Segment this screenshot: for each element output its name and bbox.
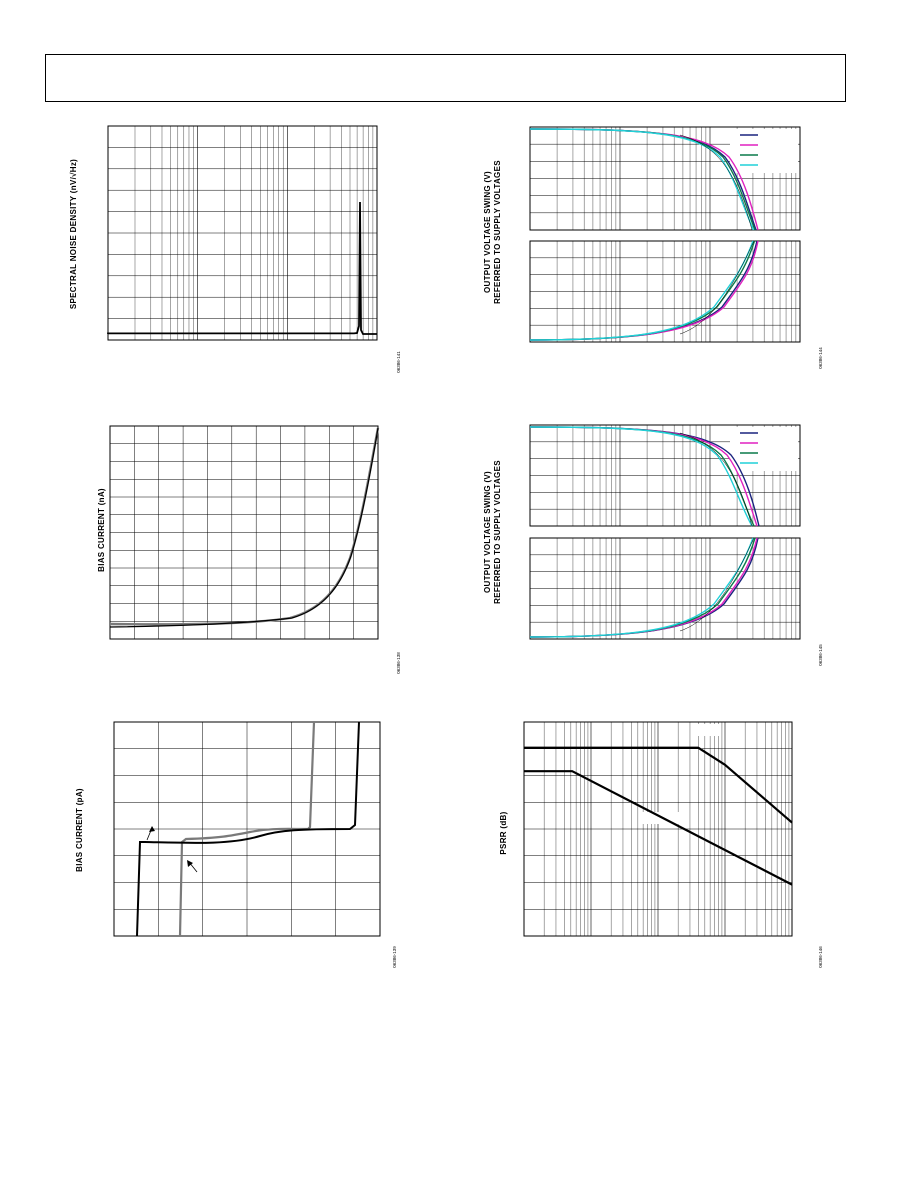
chart-psrr <box>524 722 792 936</box>
bias-pa-fignum: 06386-139 <box>392 946 397 968</box>
bias-na-ylabel: BIAS CURRENT (nA) <box>97 488 106 572</box>
chart-spectral-noise <box>108 126 377 340</box>
swing1-ref-lower <box>680 241 754 334</box>
swing1-ylabel-line1: OUTPUT VOLTAGE SWING (V) <box>483 170 492 294</box>
swing2-ref-lower <box>680 538 754 631</box>
bias-pa-ylabel: BIAS CURRENT (pA) <box>75 788 84 872</box>
noise-ylabel: SPECTRAL NOISE DENSITY (nV/√Hz) <box>69 158 78 310</box>
swing2-ylabel-line2: REFERRED TO SUPPLY VOLTAGES <box>493 460 502 604</box>
chart-output-swing-2 <box>530 425 800 639</box>
chart-bias-current-pa <box>114 722 380 936</box>
noise-fignum: 06386-141 <box>396 351 401 373</box>
bias-na-series-a <box>110 428 378 624</box>
swing2-fignum: 06386-145 <box>818 644 823 666</box>
psrr-fignum: 06386-146 <box>818 946 823 968</box>
bias-na-series-b <box>110 428 378 627</box>
chart-output-swing-1 <box>530 127 800 342</box>
swing2-ylabel-line1: OUTPUT VOLTAGE SWING (V) <box>483 470 492 594</box>
psrr-ylabel: PSRR (dB) <box>499 811 508 855</box>
chart-bias-current-na <box>110 426 378 639</box>
noise-series <box>108 202 377 334</box>
swing1-fignum: 06386-144 <box>818 347 823 369</box>
bias-na-fignum: 06386-138 <box>396 652 401 674</box>
swing1-ylabel-line2: REFERRED TO SUPPLY VOLTAGES <box>493 160 502 304</box>
psrr-label-box-1 <box>696 724 720 736</box>
